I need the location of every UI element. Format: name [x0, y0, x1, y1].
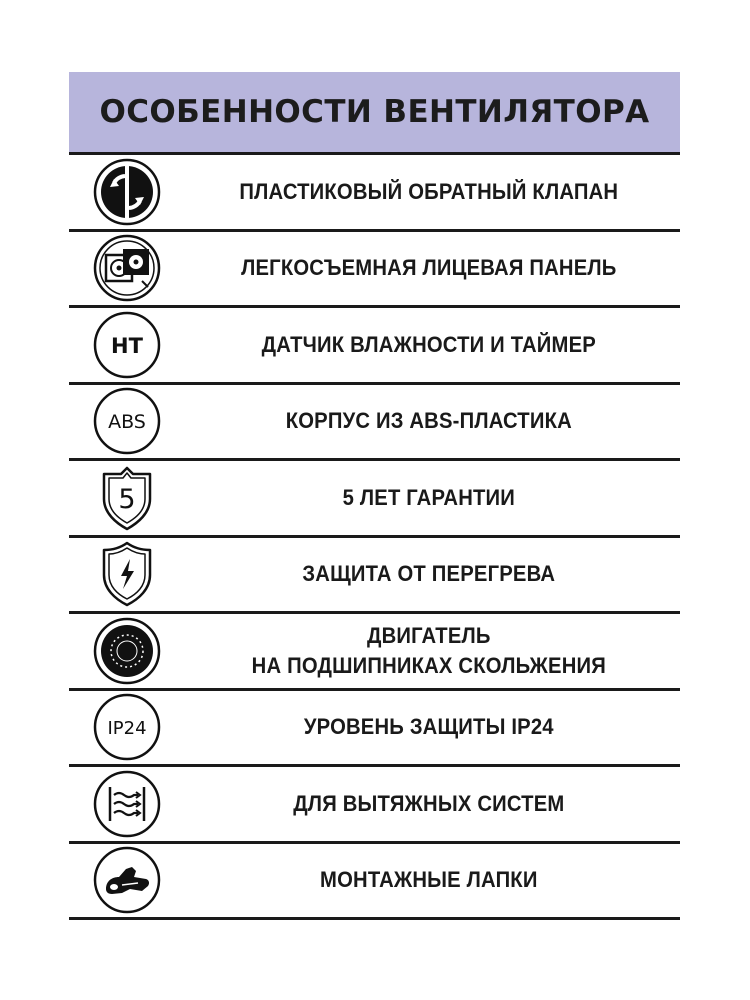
- ht-icon-text: HT: [111, 333, 143, 358]
- feature-label: ДАТЧИК ВЛАЖНОСТИ И ТАЙМЕР: [261, 331, 596, 357]
- abs-icon: [69, 386, 185, 456]
- page-title: ОСОБЕННОСТИ ВЕНТИЛЯТОРА: [99, 94, 650, 130]
- feature-row-warranty: [69, 461, 680, 538]
- ip24-icon: [69, 692, 185, 762]
- feature-label: ПЛАСТИКОВЫЙ ОБРАТНЫЙ КЛАПАН: [239, 178, 619, 204]
- feature-row-ht-sensor: [69, 308, 680, 385]
- check-valve-icon: [69, 157, 185, 227]
- feature-row-mounting: [69, 844, 680, 921]
- feature-label: ЛЕГКОСЪЕМНАЯ ЛИЦЕВАЯ ПАНЕЛЬ: [241, 255, 617, 281]
- feature-row-bearing-motor: [69, 614, 680, 691]
- feature-row-exhaust: [69, 767, 680, 844]
- warranty-shield-icon: [69, 463, 185, 533]
- feature-label: ДЛЯ ВЫТЯЖНЫХ СИСТЕМ: [293, 790, 565, 816]
- feature-row-abs: [69, 385, 680, 462]
- exhaust-airflow-icon: [69, 769, 185, 839]
- feature-label: 5 ЛЕТ ГАРАНТИИ: [342, 484, 516, 510]
- warranty-icon-text: 5: [118, 483, 136, 515]
- abs-icon-text: ABS: [108, 411, 146, 434]
- mounting-tab-icon: [69, 845, 185, 915]
- ip24-icon-text: IP24: [107, 718, 147, 740]
- overheat-shield-icon: [69, 539, 185, 609]
- feature-label: КОРПУС ИЗ ABS-ПЛАСТИКА: [285, 408, 572, 434]
- feature-label: ДВИГАТЕЛЬ НА ПОДШИПНИКАХ СКОЛЬЖЕНИЯ: [251, 622, 606, 678]
- feature-row-check-valve: [69, 155, 680, 232]
- feature-label: УРОВЕНЬ ЗАЩИТЫ IP24: [303, 714, 554, 740]
- feature-label: ЗАЩИТА ОТ ПЕРЕГРЕВА: [302, 561, 556, 587]
- ht-sensor-icon: [69, 310, 185, 380]
- feature-row-overheat: [69, 538, 680, 615]
- header-band: [69, 72, 680, 155]
- feature-row-removable-panel: [69, 232, 680, 309]
- features-sheet: [69, 72, 680, 920]
- bearing-motor-icon: [69, 616, 185, 686]
- feature-row-ip24: [69, 691, 680, 768]
- removable-panel-icon: [69, 233, 185, 303]
- feature-label: МОНТАЖНЫЕ ЛАПКИ: [320, 867, 538, 893]
